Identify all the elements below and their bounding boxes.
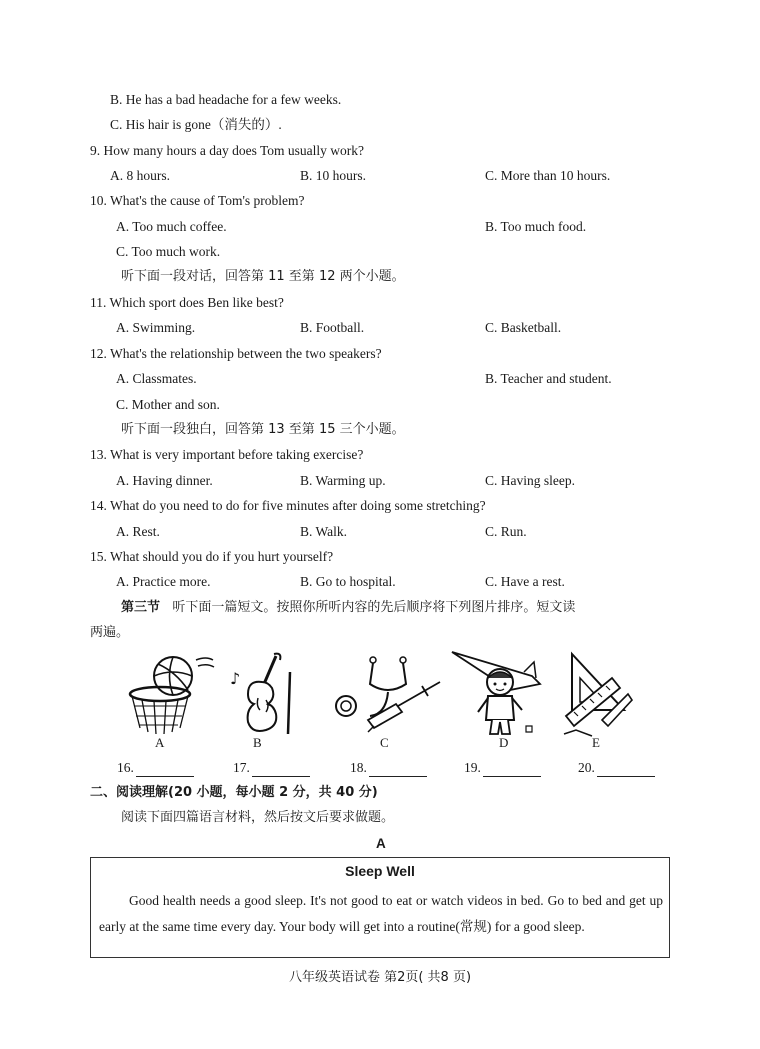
q10-option-b: B. Too much food. xyxy=(485,219,587,234)
blank-18[interactable] xyxy=(350,759,427,777)
q9-option-b: B. 10 hours. xyxy=(300,168,367,183)
instruction-11-12: 听下面一段对话，回答第 11 至第 12 两个小题。 xyxy=(121,269,405,284)
blank-16-line[interactable] xyxy=(136,762,194,777)
passage-letter: A xyxy=(376,836,386,851)
blank-16[interactable] xyxy=(117,759,194,777)
q13-option-a: A. Having dinner. xyxy=(116,473,213,488)
q9-option-c: C. More than 10 hours. xyxy=(485,168,611,183)
passage-body: Good health needs a good sleep. It's not good to eat or watch videos in bed. Go to bed and get up early at the same time every day. Your body will get into a routine(常规) for a good sleep. xyxy=(99,893,663,934)
q11-option-b: B. Football. xyxy=(300,320,365,335)
q12-option-b: B. Teacher and student. xyxy=(485,371,612,386)
q10-option-a: A. Too much coffee. xyxy=(116,219,227,234)
blank-17[interactable] xyxy=(233,759,310,777)
q13-option-c: C. Having sleep. xyxy=(485,473,575,488)
q13-question: 13. What is very important before taking exercise? xyxy=(90,447,364,462)
blank-20-number: 20. xyxy=(578,760,595,775)
medical-tools-icon xyxy=(328,654,448,734)
q11-option-a: A. Swimming. xyxy=(116,320,196,335)
q8-option-b: B. He has a bad headache for a few weeks. xyxy=(110,92,342,107)
blank-18-line[interactable] xyxy=(369,762,427,777)
section3-line1: 听下面一篇短文。按照你所听内容的先后顺序将下列图片排序。短文读 xyxy=(172,600,576,615)
q15-question: 15. What should you do if you hurt yourself? xyxy=(90,549,334,564)
q14-option-a: A. Rest. xyxy=(116,524,160,539)
q14-question: 14. What do you need to do for five minutes after doing some stretching? xyxy=(90,498,486,513)
blank-19-number: 19. xyxy=(464,760,481,775)
q13-option-b: B. Warming up. xyxy=(300,473,386,488)
pilot-icon xyxy=(450,648,550,738)
picture-d-label: D xyxy=(499,735,509,750)
blank-19-line[interactable] xyxy=(483,762,541,777)
blank-17-number: 17. xyxy=(233,760,250,775)
drawing-tools-icon xyxy=(562,650,634,738)
picture-a-label: A xyxy=(155,735,165,750)
q9-question: 9. How many hours a day does Tom usually work? xyxy=(90,143,365,158)
picture-b xyxy=(226,650,298,738)
page-footer: 八年级英语试卷 第2页( 共8 页) xyxy=(288,970,472,985)
blank-17-line[interactable] xyxy=(252,762,310,777)
q10-option-c: C. Too much work. xyxy=(116,244,221,259)
passage-title: Sleep Well xyxy=(345,863,415,879)
picture-e xyxy=(562,650,634,738)
picture-c xyxy=(328,654,448,734)
q11-question: 11. Which sport does Ben like best? xyxy=(90,295,284,310)
picture-d xyxy=(450,648,550,738)
q11-option-c: C. Basketball. xyxy=(485,320,562,335)
picture-c-label: C xyxy=(380,735,389,750)
blank-19[interactable] xyxy=(464,759,541,777)
picture-e-label: E xyxy=(592,735,600,750)
part2-instruction: 阅读下面四篇语言材料，然后按文后要求做题。 xyxy=(121,810,395,825)
section3-label: 第三节 xyxy=(121,600,161,615)
q12-question: 12. What's the relationship between the two speakers? xyxy=(90,346,382,361)
picture-a xyxy=(118,650,218,738)
picture-b-label: B xyxy=(253,735,262,750)
blank-20[interactable] xyxy=(578,759,655,777)
svg-text:♪: ♪ xyxy=(230,669,241,688)
q9-option-a: A. 8 hours. xyxy=(110,168,170,183)
q8-option-c: C. His hair is gone（消失的）. xyxy=(110,117,282,132)
section3-line2: 两遍。 xyxy=(90,625,130,640)
q14-option-b: B. Walk. xyxy=(300,524,348,539)
q12-option-c: C. Mother and son. xyxy=(116,397,220,412)
section3-instruction xyxy=(121,599,575,617)
passage-box xyxy=(90,857,670,958)
blank-18-number: 18. xyxy=(350,760,367,775)
violin-icon xyxy=(226,650,298,738)
blank-20-line[interactable] xyxy=(597,762,655,777)
q15-option-b: B. Go to hospital. xyxy=(300,574,396,589)
q14-option-c: C. Run. xyxy=(485,524,527,539)
q10-question: 10. What's the cause of Tom's problem? xyxy=(90,193,305,208)
blank-16-number: 16. xyxy=(117,760,134,775)
passage-text xyxy=(99,888,663,939)
q12-option-a: A. Classmates. xyxy=(116,371,197,386)
q15-option-c: C. Have a rest. xyxy=(485,574,565,589)
part2-heading: 二、阅读理解(20 小题，每小题 2 分，共 40 分) xyxy=(90,785,378,800)
q15-option-a: A. Practice more. xyxy=(116,574,211,589)
instruction-13-15: 听下面一段独白，回答第 13 至第 15 三个小题。 xyxy=(121,422,405,437)
basketball-hoop-icon xyxy=(118,650,218,738)
